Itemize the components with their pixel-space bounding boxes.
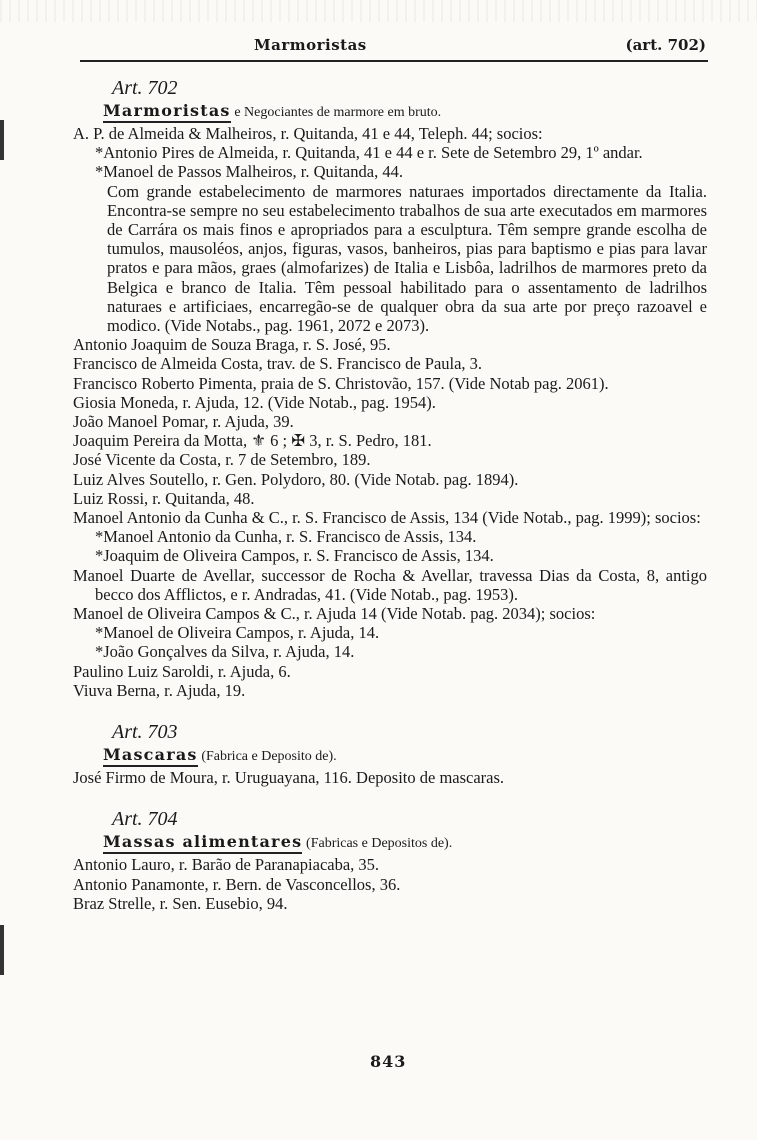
running-head	[80, 34, 708, 58]
directory-entry: Giosia Moneda, r. Ajuda, 12. (Vide Notab., pag. 1954).	[73, 392, 436, 412]
article-number: Art. 704	[112, 808, 178, 831]
entry-description: Com grande estabelecimento de marmores naturaes importados directamente da Italia. Encontra-se sempre no seu estabelecimento trabalhos de sua arte executados em marmores de Carrára os mais finos e apropriados para a esculptura. Têm sempre grande escolha de tumulos, mausoléos, anjos, figuras, vasos, banheiros, pias para baptismo e pias para lavar pratos e para mãos, graes (almofarizes) de Italia e Lisbôa, ladrilhos de marmores preto da Belgica e branco de Italia. Têm pessoal habilitado para o assentamento de ladrilhos naturaes e artificiaes, encarregão-se de qualquer obra da sua arte por preço razoavel e modico. (Vide Notabs., pag. 1961, 2072 e 2073).	[107, 181, 707, 336]
category-description: (Fabrica e Deposito de).	[201, 749, 337, 765]
page-edge-mark	[0, 925, 4, 975]
directory-entry: Manoel Antonio da Cunha & C., r. S. Francisco de Assis, 134 (Vide Notab., pag. 1999); socios:	[73, 508, 701, 528]
directory-entry: A. P. de Almeida & Malheiros, r. Quitanda, 41 e 44, Teleph. 44; socios:	[73, 124, 543, 143]
directory-entry: Antonio Joaquim de Souza Braga, r. S. José, 95.	[73, 335, 391, 355]
section-heading	[103, 831, 757, 855]
directory-entry: Joaquim Pereira da Motta, ⚜ 6 ; ✠ 3, r. S. Pedro, 181.	[73, 431, 432, 451]
directory-entry: Viuva Berna, r. Ajuda, 19.	[73, 680, 246, 700]
directory-entry: Francisco de Almeida Costa, trav. de S. Francisco de Paula, 3.	[73, 354, 483, 374]
section-gap	[0, 700, 757, 720]
partner-entry: *Manoel Antonio da Cunha, r. S. Francisco de Assis, 134.	[95, 527, 477, 547]
directory-entry: José Vicente da Costa, r. 7 de Setembro, 189.	[73, 450, 371, 470]
directory-entry: Antonio Lauro, r. Barão de Paranapiacaba, 35.	[73, 855, 380, 875]
category-description: e Negociantes de marmore em bruto.	[234, 105, 442, 120]
section-gap	[0, 787, 757, 807]
running-head-article: (art. 702)	[625, 36, 706, 54]
section-heading	[103, 100, 757, 124]
page-number: 843	[370, 1052, 407, 1071]
directory-entry: Luiz Alves Soutello, r. Gen. Polydoro, 80. (Vide Notab. pag. 1894).	[73, 469, 519, 489]
directory-entry: João Manoel Pomar, r. Ajuda, 39.	[73, 412, 294, 432]
section-heading	[103, 744, 757, 768]
directory-entry: Francisco Roberto Pimenta, praia de S. Christovão, 157. (Vide Notab pag. 2061).	[73, 373, 609, 393]
directory-entry: Braz Strelle, r. Sen. Eusebio, 94.	[73, 893, 288, 913]
category-title: Marmoristas	[103, 101, 231, 123]
header-rule	[80, 60, 708, 62]
running-head-title: Marmoristas	[254, 36, 367, 54]
partner-entry: *Joaquim de Oliveira Campos, r. S. Francisco de Assis, 134.	[95, 546, 494, 566]
directory-entry: Manoel de Oliveira Campos & C., r. Ajuda 14 (Vide Notab. pag. 2034); socios:	[73, 604, 596, 624]
print-speckle	[0, 0, 757, 22]
partner-entry: *João Gonçalves da Silva, r. Ajuda, 14.	[95, 642, 355, 662]
directory-entry: Luiz Rossi, r. Quitanda, 48.	[73, 488, 255, 508]
partner-entry: *Manoel de Passos Malheiros, r. Quitanda, 44.	[95, 162, 403, 182]
directory-entry: Paulino Luiz Saroldi, r. Ajuda, 6.	[73, 661, 291, 681]
directory-entry: Manoel Duarte de Avellar, successor de Rocha & Avellar, travessa Dias da Costa, 8, antigo becco dos Afflictos, e r. Andradas, 41. (Vide Notab., pag. 1953).	[73, 565, 707, 604]
article-number: Art. 702	[112, 77, 178, 99]
partner-entry: *Manoel de Oliveira Campos, r. Ajuda, 14.	[95, 623, 380, 643]
category-title: Mascaras	[103, 745, 198, 767]
directory-entry: Antonio Panamonte, r. Bern. de Vasconcellos, 36.	[73, 874, 401, 894]
page-body	[0, 76, 757, 913]
partner-entry: *Antonio Pires de Almeida, r. Quitanda, 41 e 44 e r. Sete de Setembro 29, 1º andar.	[95, 143, 643, 163]
article-number: Art. 703	[112, 721, 178, 744]
directory-entry: José Firmo de Moura, r. Uruguayana, 116. Deposito de mascaras.	[73, 768, 505, 788]
category-title: Massas alimentares	[103, 832, 302, 854]
category-description: (Fabricas e Depositos de).	[306, 836, 453, 852]
